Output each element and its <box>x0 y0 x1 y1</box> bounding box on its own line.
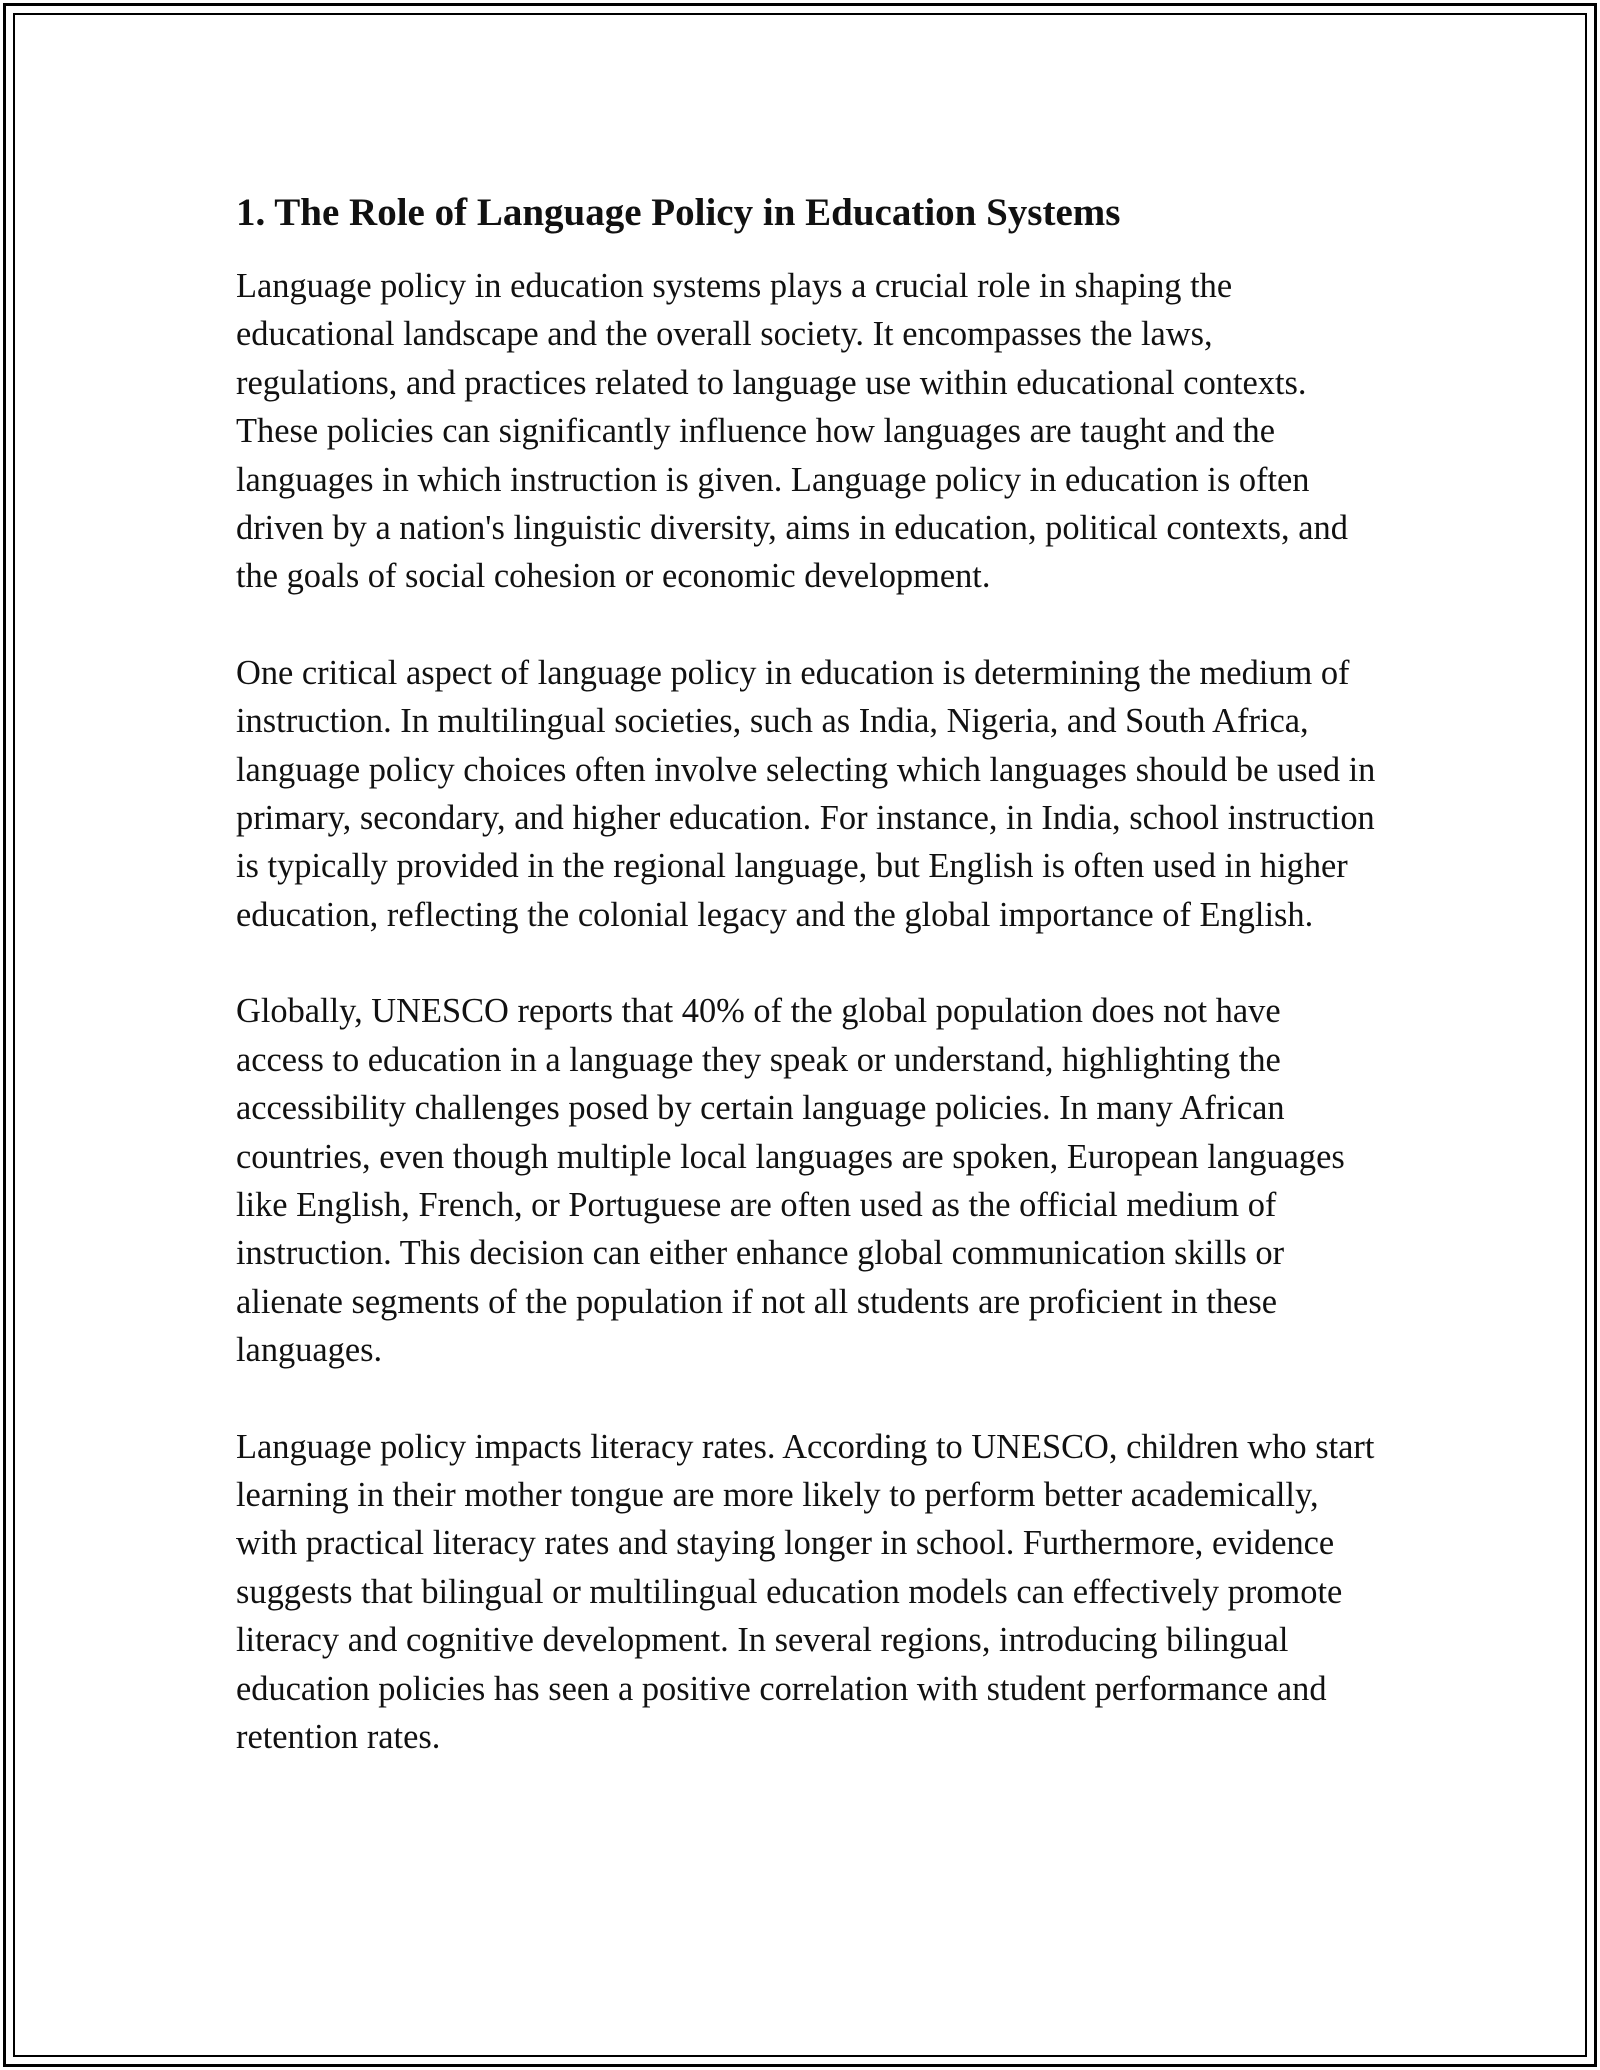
paragraph-global-access: Globally, UNESCO reports that 40% of the global population does not have access to education in a language they speak or understand, highlighting the accessibility challenges posed by certain language policies. In many African countries, even though multiple local languages are spoken, European languages like English, French, or Portuguese are often used as the official medium of instruction. This decision can either enhance global communication skills or alienate segments of the population if not all students are proficient in these languages. <box>236 992 1345 1370</box>
paragraph-medium-of-instruction: One critical aspect of language policy in education is determining the medium of instruction. In multilingual societies, such as India, Nigeria, and South Africa, language policy choices often involve selecting which languages should be used in primary, secondary, and higher education. For instance, in India, school instruction is typically provided in the regional language, but English is often used in higher education, reflecting the colonial legacy and the global importance of English. <box>236 653 1376 934</box>
paragraph-literacy-rates: Language policy impacts literacy rates. According to UNESCO, children who start learning in their mother tongue are more likely to perform better academically, with practical literacy rates and staying longer in school. Furthermore, evidence suggests that bilingual or multilingual education models can effectively promote literacy and cognitive development. In several regions, introducing bilingual education policies has seen a positive correlation with student performance and retention rates. <box>236 1427 1375 1756</box>
section-heading: 1. The Role of Language Policy in Education Systems <box>236 191 1121 234</box>
paragraph-intro: Language policy in education systems plays a crucial role in shaping the educational landscape and the overall society. It encompasses the laws, regulations, and practices related to language use within educational contexts. These policies can significantly influence how languages are taught and the languages in which instruction is given. Language policy in education is often driven by a nation's linguistic diversity, aims in education, political contexts, and the goals of social cohesion or economic development. <box>236 267 1348 596</box>
document-body <box>236 186 1376 1809</box>
